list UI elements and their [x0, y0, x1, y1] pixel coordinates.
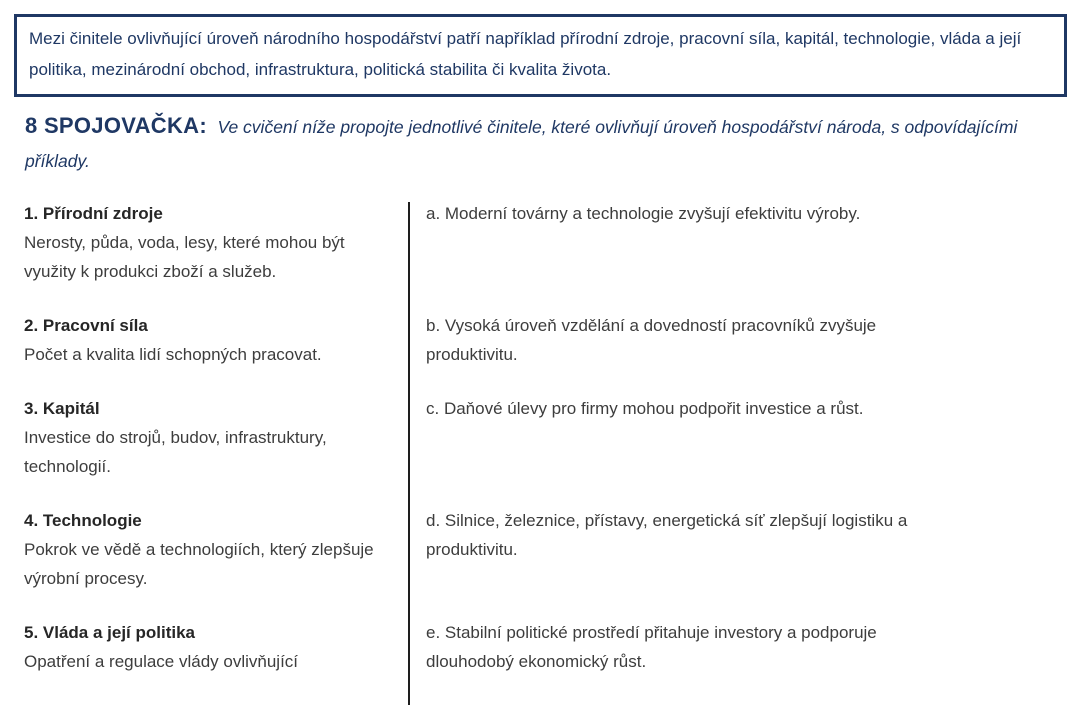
factor-description: Investice do strojů, budov, infrastruktury, technologií.: [24, 428, 327, 476]
example-cell: [408, 618, 968, 676]
example-text: e. Stabilní politické prostředí přitahuje investory a podporuje dlouhodobý ekonomický růst.: [426, 623, 877, 671]
factor-title: 2. Pracovní síla: [24, 316, 148, 335]
exercise-title: 8 SPOJOVAČKA:: [25, 113, 207, 138]
factor-cell: [24, 506, 408, 593]
example-text: d. Silnice, železnice, přístavy, energetická síť zlepšují logistiku a produktivitu.: [426, 511, 908, 559]
intro-text: Mezi činitele ovlivňující úroveň národního hospodářství patří například přírodní zdroje, pracovní síla, kapitál, technologie, vláda a její politika, mezinárodní obchod, infrastruktura, politická stabilita či kvalita života.: [29, 29, 1022, 79]
example-cell: [408, 199, 968, 286]
exercise-header: [25, 110, 1051, 179]
factor-cell: [24, 618, 408, 676]
match-row: [24, 311, 1081, 369]
column-divider: [408, 202, 410, 705]
factor-title: 5. Vláda a její politika: [24, 623, 196, 642]
factor-description: Počet a kvalita lidí schopných pracovat.: [24, 345, 322, 364]
factor-cell: [24, 199, 408, 286]
factor-cell: [24, 394, 408, 481]
match-row: [24, 394, 1081, 481]
example-cell: [408, 394, 968, 481]
factor-cell: [24, 311, 408, 369]
matching-exercise: [24, 199, 1081, 676]
factor-description: Pokrok ve vědě a technologiích, který zlepšuje výrobní procesy.: [24, 540, 374, 588]
factor-title: 1. Přírodní zdroje: [24, 204, 163, 223]
match-row: [24, 506, 1081, 593]
example-cell: [408, 506, 968, 593]
exercise-instructions: Ve cvičení níže propojte jednotlivé činitele, které ovlivňují úroveň hospodářství národa, s odpovídajícími příklady.: [25, 117, 1018, 171]
factor-title: 3. Kapitál: [24, 399, 100, 418]
factor-description: Nerosty, půda, voda, lesy, které mohou být využity k produkci zboží a služeb.: [24, 233, 345, 281]
intro-box: [14, 14, 1067, 97]
example-text: b. Vysoká úroveň vzdělání a dovedností pracovníků zvyšuje produktivitu.: [426, 316, 877, 364]
example-text: c. Daňové úlevy pro firmy mohou podpořit investice a růst.: [426, 399, 864, 418]
example-text: a. Moderní továrny a technologie zvyšují efektivitu výroby.: [426, 204, 861, 223]
match-row: [24, 618, 1081, 676]
match-row: [24, 199, 1081, 286]
factor-title: 4. Technologie: [24, 511, 142, 530]
example-cell: [408, 311, 968, 369]
factor-description: Opatření a regulace vlády ovlivňující: [24, 652, 299, 671]
